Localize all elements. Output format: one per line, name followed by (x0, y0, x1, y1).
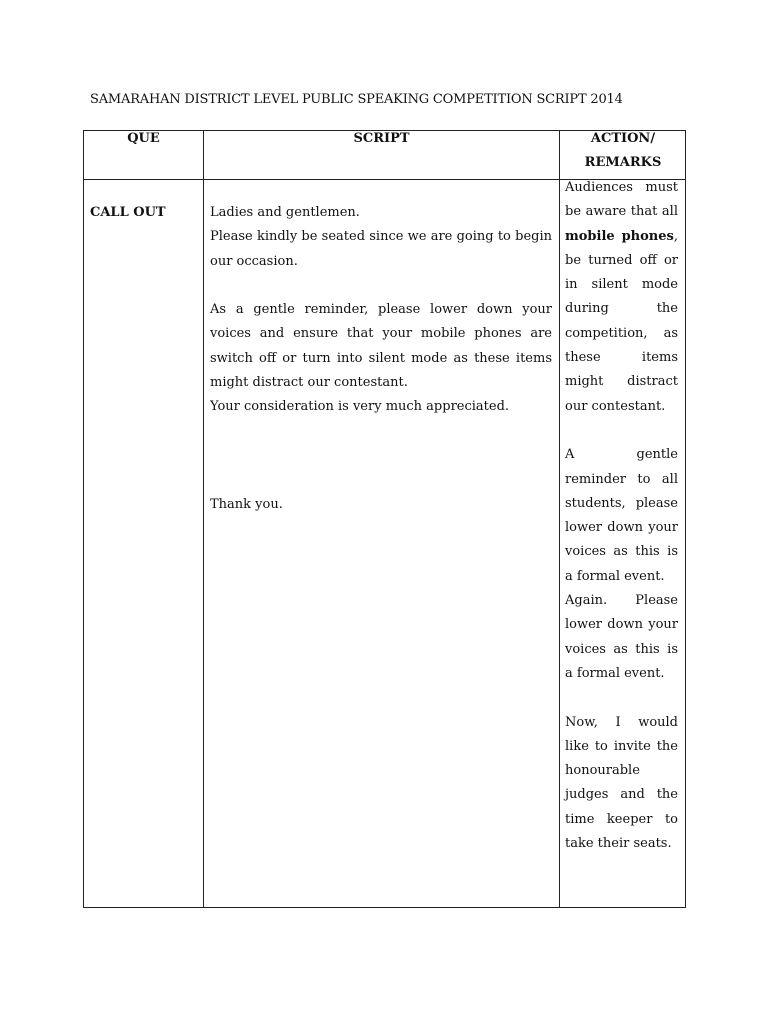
script-table (83, 130, 686, 908)
script-paragraph: Ladies and gentlemen. (210, 205, 360, 220)
remark-paragraph: Again. Please lower down your voices as this is a formal event. (565, 593, 678, 681)
header-script: SCRIPT (353, 131, 410, 146)
script-paragraph: Your consideration is very much appreciated. (210, 399, 510, 415)
column-divider (559, 131, 560, 907)
action-cell (565, 176, 678, 856)
script-cell (210, 201, 552, 517)
header-que: QUE (127, 131, 160, 146)
remark-emphasis: mobile phones (565, 228, 674, 244)
remark-paragraph: A gentle reminder to all students, please lower down your voices as this is a formal event. (565, 447, 678, 584)
remark-paragraph: Audiences must be aware that all mobile phones, be turned off or in silent mode during the competition, as these items might distract our contestant. (565, 180, 678, 414)
remark-paragraph: Now, I would like to invite the honourable judges and the time keeper to take their seats. (565, 714, 678, 852)
document-title: SAMARAHAN DISTRICT LEVEL PUBLIC SPEAKING COMPETITION SCRIPT 2014 (90, 92, 623, 107)
script-paragraph: Thank you. (210, 496, 283, 512)
cue-cell: CALL OUT (90, 205, 166, 220)
script-paragraph: Please kindly be seated since we are going to begin our occasion. (210, 229, 552, 269)
column-divider (203, 131, 204, 907)
script-paragraph: As a gentle reminder, please lower down your voices and ensure that your mobile phones are switch off or turn into silent mode as these items might distract our contestant. (210, 302, 552, 391)
header-action-remarks: ACTION/ REMARKS (584, 131, 662, 170)
